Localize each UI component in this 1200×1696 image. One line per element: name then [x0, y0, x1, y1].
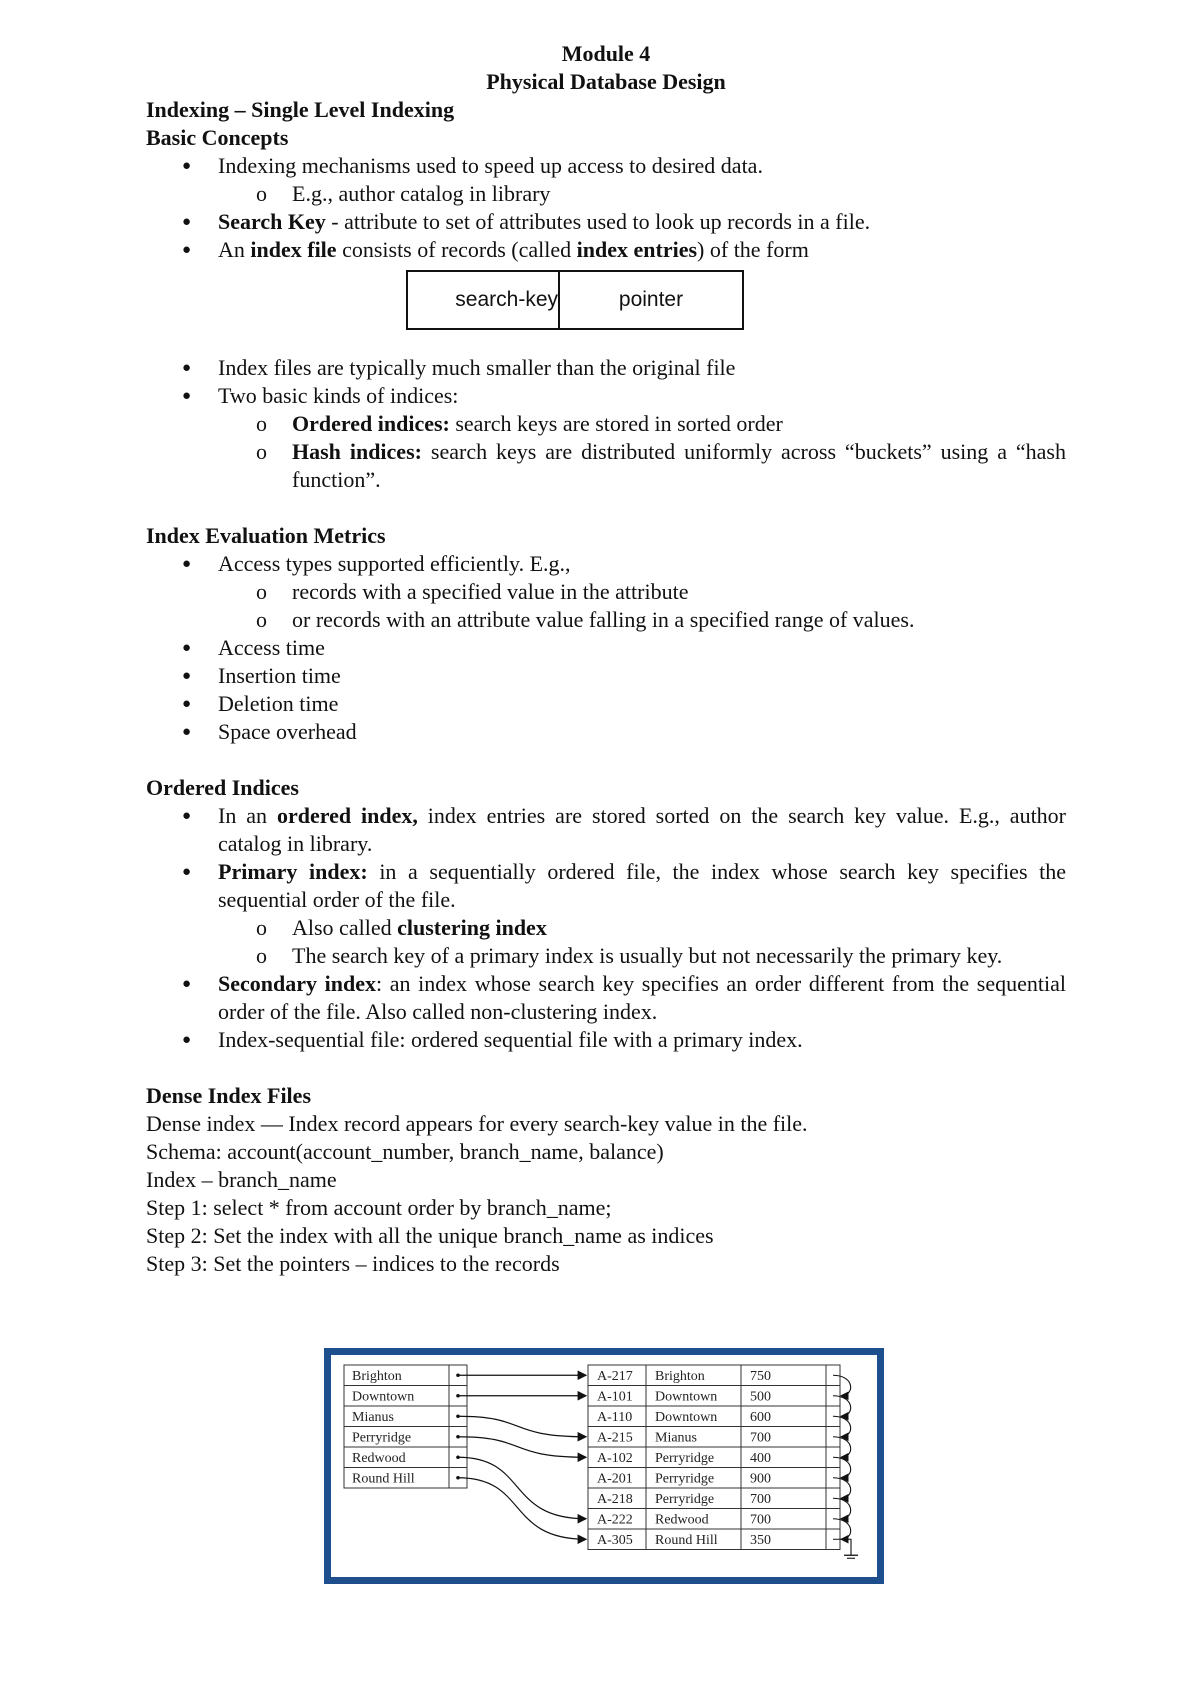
module-heading: Module 4 — [561, 41, 651, 66]
record-balance-label: 500 — [750, 1389, 771, 1405]
list-item: ● Index files are typically much smaller than the original file — [146, 354, 1066, 382]
record-branch-label: Brighton — [655, 1369, 705, 1384]
pointer-cell: pointer — [618, 288, 684, 311]
list-item: ● Primary index: in a sequentially ordered file, the index whose search key specifies the sequential order of the file. — [146, 858, 1066, 914]
section-title-ordered-indices: Ordered Indices — [146, 775, 299, 800]
ordered-indices-list — [146, 802, 1066, 1054]
step-3: Step 3: Set the pointers – indices to the records — [146, 1251, 560, 1276]
basic-concepts-list — [146, 152, 1066, 264]
index-entry-diagram — [406, 270, 744, 330]
subsection-title-basic-concepts: Basic Concepts — [146, 125, 289, 150]
list-item: ● An index file consists of records (called index entries) of the form — [146, 236, 1066, 264]
list-subitem: o Hash indices: search keys are distributed uniformly across “buckets” using a “hash function”. — [146, 438, 1066, 494]
record-account-label: A-222 — [597, 1512, 633, 1528]
list-item: ● Search Key - attribute to set of attributes used to look up records in a file. — [146, 208, 1066, 236]
record-balance-label: 400 — [750, 1451, 771, 1466]
record-branch-label: Perryridge — [655, 1451, 715, 1466]
index-key-label: Perryridge — [352, 1430, 412, 1446]
list-subitem: o or records with an attribute value falling in a specified range of values. — [146, 606, 1066, 634]
index-key-label: Brighton — [352, 1369, 402, 1384]
section-title-indexing: Indexing – Single Level Indexing — [146, 97, 455, 122]
record-account-label: A-217 — [597, 1369, 633, 1384]
record-branch-label: Round Hill — [655, 1533, 718, 1548]
step-1: Step 1: select * from account order by branch_name; — [146, 1195, 612, 1220]
list-item: ● Index-sequential file: ordered sequential file with a primary index. — [146, 1026, 1066, 1054]
document-page — [146, 40, 1066, 1278]
record-branch-label: Mianus — [655, 1430, 697, 1446]
section-title-metrics: Index Evaluation Metrics — [146, 523, 386, 548]
record-branch-label: Downtown — [655, 1410, 718, 1425]
section-title-dense-index: Dense Index Files — [146, 1083, 311, 1108]
list-item: ● Indexing mechanisms used to speed up access to desired data. — [146, 152, 1066, 180]
dense-index-figure — [324, 1348, 884, 1584]
record-account-label: A-218 — [597, 1492, 633, 1507]
record-branch-label: Perryridge — [655, 1471, 715, 1487]
list-item: ● Access types supported efficiently. E.g., — [146, 550, 1066, 578]
list-subitem: o E.g., author catalog in library — [146, 180, 1066, 208]
pointer-dot — [456, 1435, 460, 1439]
index-key-label: Redwood — [352, 1451, 406, 1466]
dense-index-diagram — [324, 1348, 884, 1584]
index-key-label: Mianus — [352, 1410, 394, 1425]
record-balance-label: 700 — [750, 1430, 771, 1446]
list-item: ● Deletion time — [146, 690, 1066, 718]
list-item: ● Secondary index: an index whose search key specifies an order different from the sequential order of the file. Also called non-clustering index. — [146, 970, 1066, 1026]
pointer-dot — [456, 1373, 460, 1377]
index-kinds-list — [146, 354, 1066, 494]
list-item: ● Access time — [146, 634, 1066, 662]
record-account-label: A-305 — [597, 1533, 633, 1548]
index-key-label: Round Hill — [352, 1471, 415, 1487]
index-attribute-line: Index – branch_name — [146, 1167, 337, 1192]
list-subitem: o Ordered indices: search keys are stored in sorted order — [146, 410, 1066, 438]
schema-line: Schema: account(account_number, branch_name, balance) — [146, 1139, 664, 1164]
record-account-label: A-201 — [597, 1471, 633, 1487]
record-branch-label: Perryridge — [655, 1492, 715, 1507]
pointer-dot — [456, 1455, 460, 1459]
list-item: ● Two basic kinds of indices: — [146, 382, 1066, 410]
record-account-label: A-101 — [597, 1389, 633, 1405]
list-subitem: o records with a specified value in the attribute — [146, 578, 1066, 606]
list-subitem: o The search key of a primary index is usually but not necessarily the primary key. — [146, 942, 1066, 970]
step-2: Step 2: Set the index with all the unique branch_name as indices — [146, 1223, 714, 1248]
pointer-dot — [456, 1394, 460, 1398]
record-branch-label: Redwood — [655, 1512, 709, 1528]
record-balance-label: 600 — [750, 1410, 771, 1425]
record-account-label: A-215 — [597, 1430, 633, 1446]
list-subitem: o Also called clustering index — [146, 914, 1066, 942]
record-account-label: A-102 — [597, 1451, 633, 1466]
search-key-cell: search-key — [408, 272, 560, 328]
list-item: ● Insertion time — [146, 662, 1066, 690]
dense-definition: Dense index — Index record appears for every search-key value in the file. — [146, 1111, 808, 1136]
index-key-label: Downtown — [352, 1389, 415, 1405]
record-balance-label: 700 — [750, 1512, 771, 1528]
list-item: ● In an ordered index, index entries are stored sorted on the search key value. E.g., author catalog in library. — [146, 802, 1066, 858]
record-balance-label: 750 — [750, 1369, 771, 1384]
page-title: Physical Database Design — [486, 69, 726, 94]
record-balance-label: 700 — [750, 1492, 771, 1507]
record-balance-label: 350 — [750, 1533, 771, 1548]
record-balance-label: 900 — [750, 1471, 771, 1487]
pointer-dot — [456, 1414, 460, 1418]
list-item: ● Space overhead — [146, 718, 1066, 746]
pointer-dot — [456, 1476, 460, 1480]
metrics-list — [146, 550, 1066, 746]
record-account-label: A-110 — [597, 1410, 633, 1425]
record-branch-label: Downtown — [655, 1389, 718, 1405]
